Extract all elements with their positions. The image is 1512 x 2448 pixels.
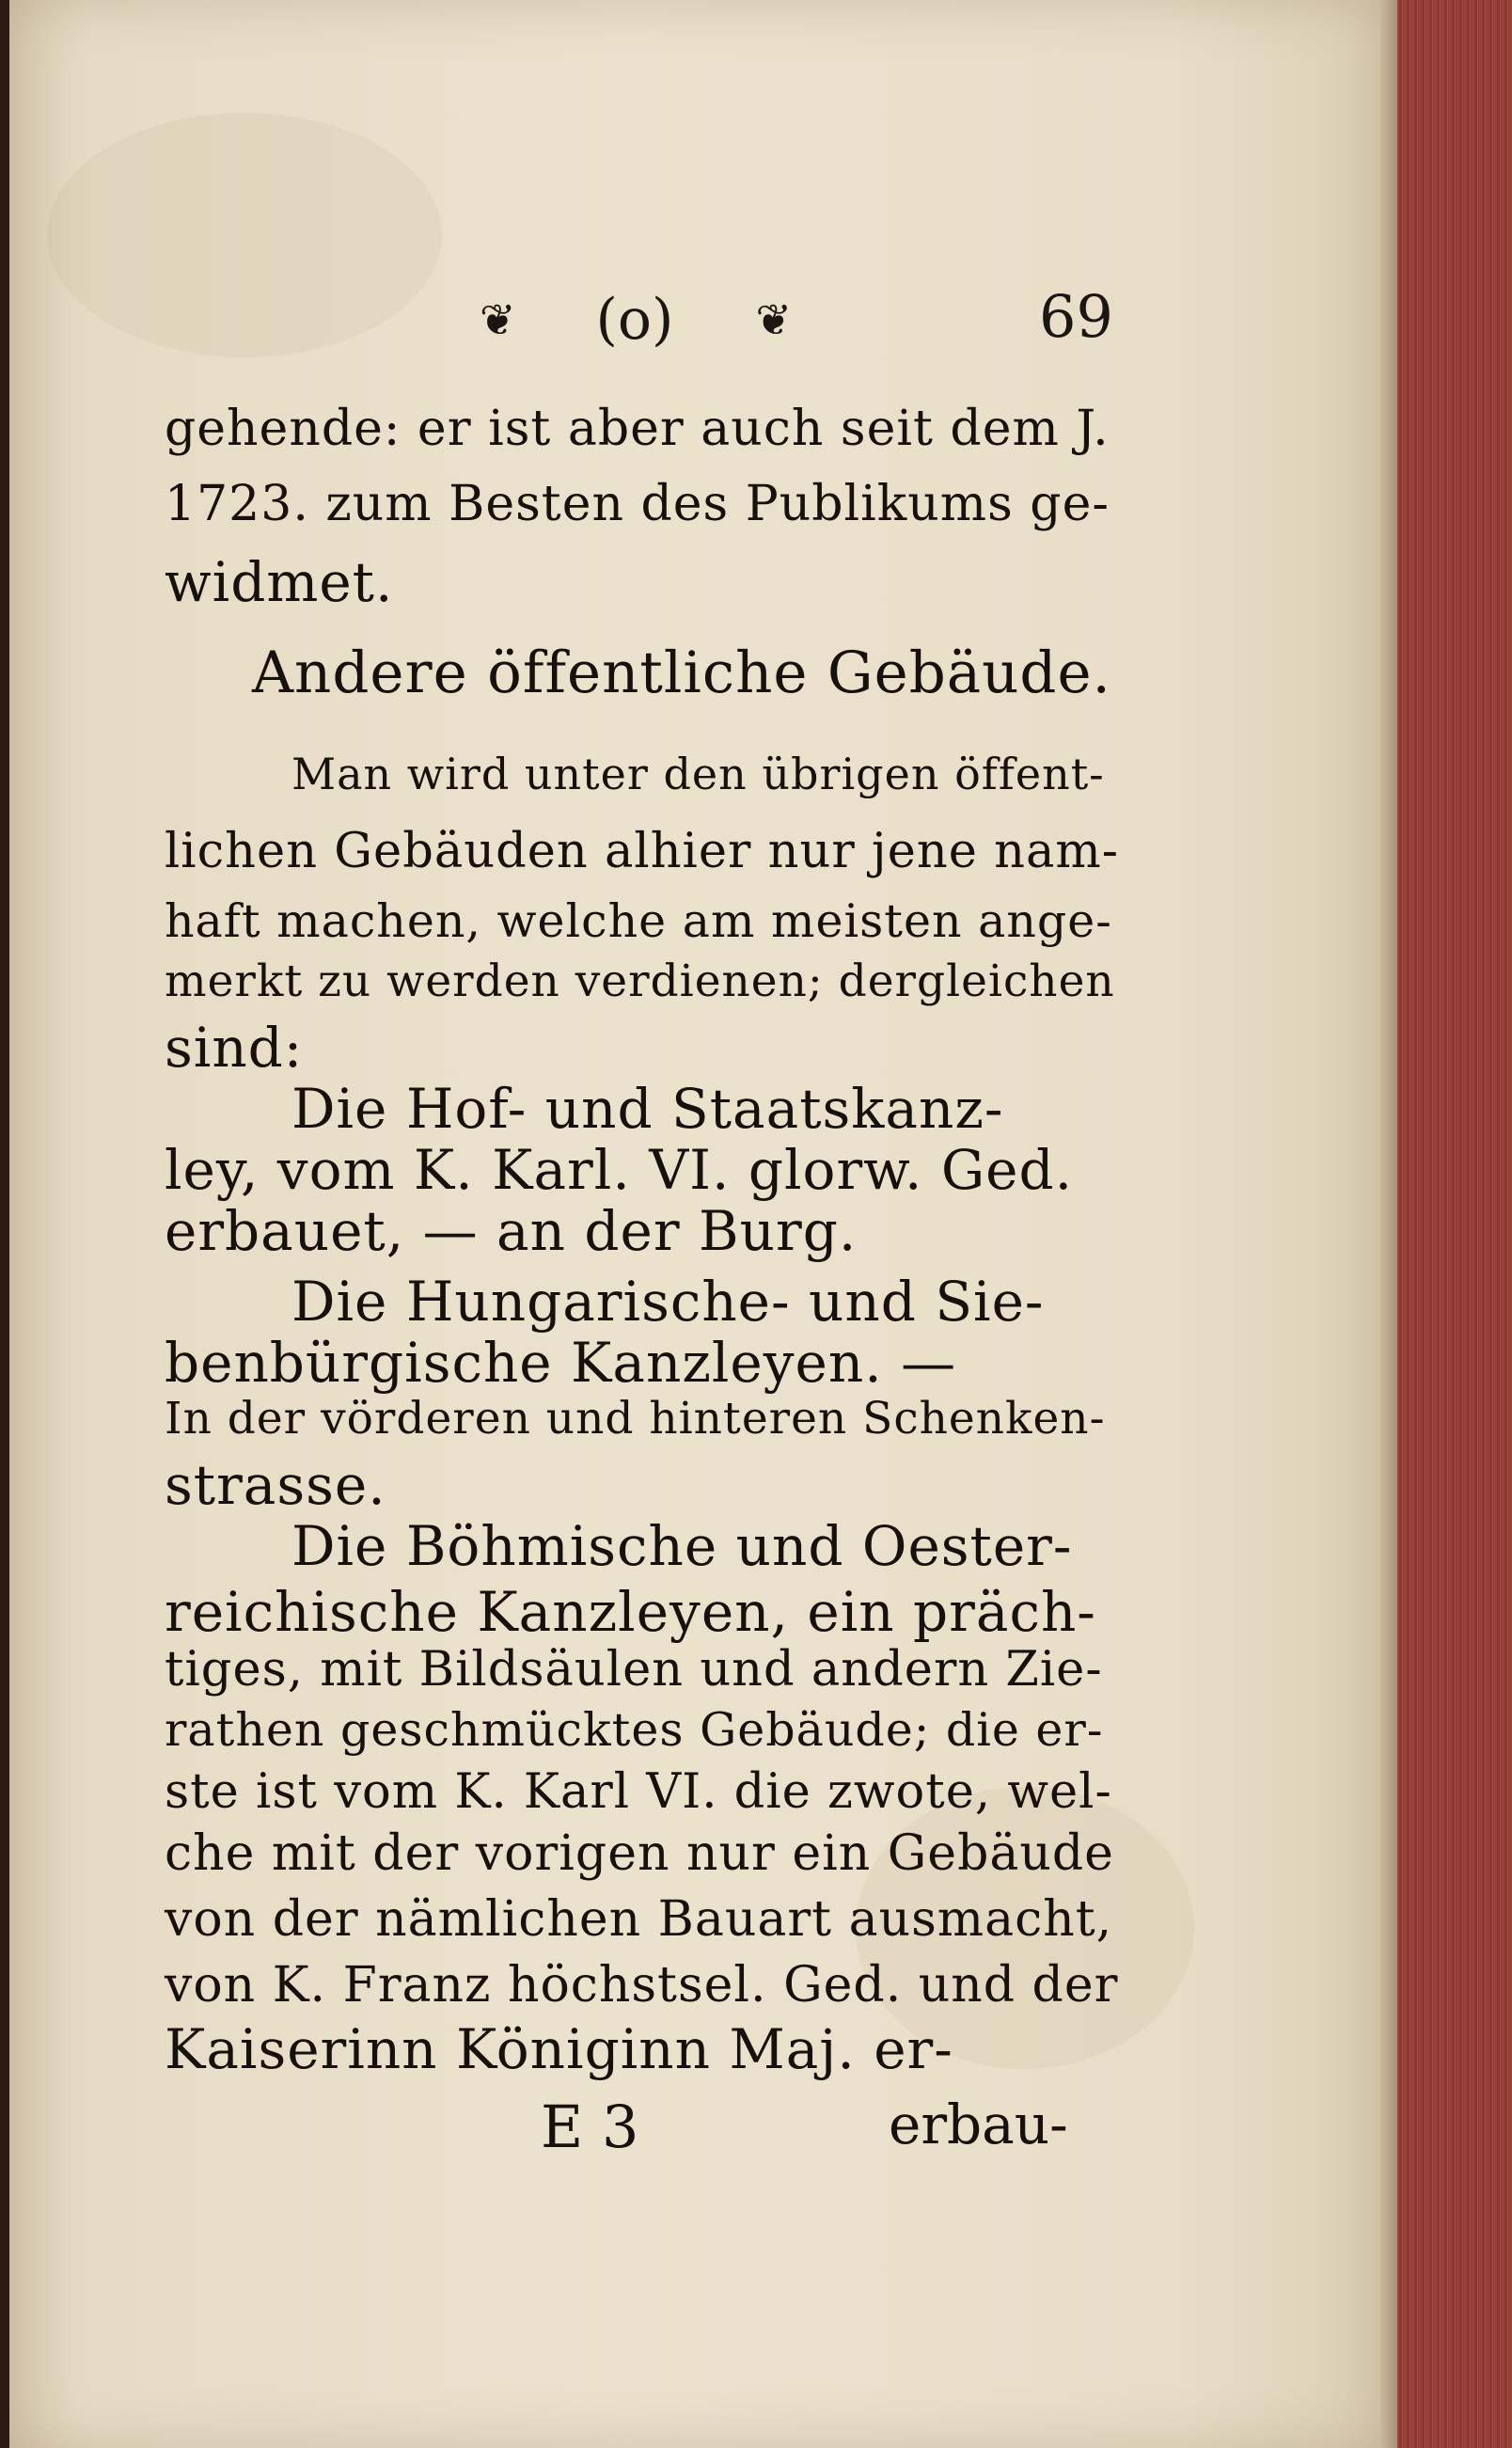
text-line: sind: (165, 1016, 304, 1080)
page-edges (1380, 0, 1512, 2448)
text-line: tiges, mit Bildsäulen und andern Zie- (165, 1642, 1103, 1698)
text-line: Kaiserinn Königinn Maj. er- (165, 2017, 953, 2081)
text-line: Die Böhmische und Oester- (291, 1514, 1073, 1578)
text-line: Die Hof- und Staatskanz- (291, 1077, 1004, 1141)
text-line: che mit der vorigen nur ein Gebäude (165, 1825, 1114, 1882)
text-line: merkt zu werden verdienen; dergleichen (165, 956, 1115, 1007)
text-line: lichen Gebäuden alhier nur jene nam- (165, 824, 1119, 879)
catchword: erbau- (889, 2093, 1068, 2156)
text-line: benbürgische Kanzleyen. — (165, 1331, 957, 1395)
paper-stain (47, 113, 442, 357)
text-line: gehende: er ist aber auch seit dem J. (165, 401, 1110, 457)
header-center-mark: (o) (595, 287, 674, 353)
text-line: rathen geschmücktes Gebäude; die er- (165, 1703, 1104, 1757)
text-line: von K. Franz höchstsel. Ged. und der (165, 1957, 1119, 2014)
right-ornament-icon: ❦ (755, 294, 790, 345)
text-line: haft machen, welche am meisten ange- (165, 894, 1112, 948)
text-line: von der nämlichen Bauart ausmacht, (165, 1891, 1113, 1948)
text-line: In der vörderen und hinteren Schenken- (165, 1393, 1106, 1445)
text-line: Die Hungarische- und Sie- (291, 1270, 1045, 1334)
left-ornament-icon: ❦ (480, 294, 514, 345)
signature-mark: E 3 (541, 2093, 639, 2161)
text-line: reichische Kanzleyen, ein präch- (165, 1580, 1096, 1644)
text-line: 1723. zum Besten des Publikums ge- (165, 476, 1110, 532)
page-number: 69 (1039, 282, 1113, 351)
text-line: ste ist vom K. Karl VI. die zwote, wel- (165, 1764, 1112, 1820)
text-line: Man wird unter den übrigen öffent- (291, 749, 1105, 799)
header-ornament (480, 282, 790, 357)
section-heading: Andere öffentliche Gebäude. (252, 640, 1111, 706)
text-line: erbauet, — an der Burg. (165, 1199, 858, 1263)
text-line: widmet. (165, 550, 394, 614)
text-line: ley, vom K. Karl. VI. glorw. Ged. (165, 1138, 1074, 1202)
text-line: strasse. (165, 1453, 386, 1517)
